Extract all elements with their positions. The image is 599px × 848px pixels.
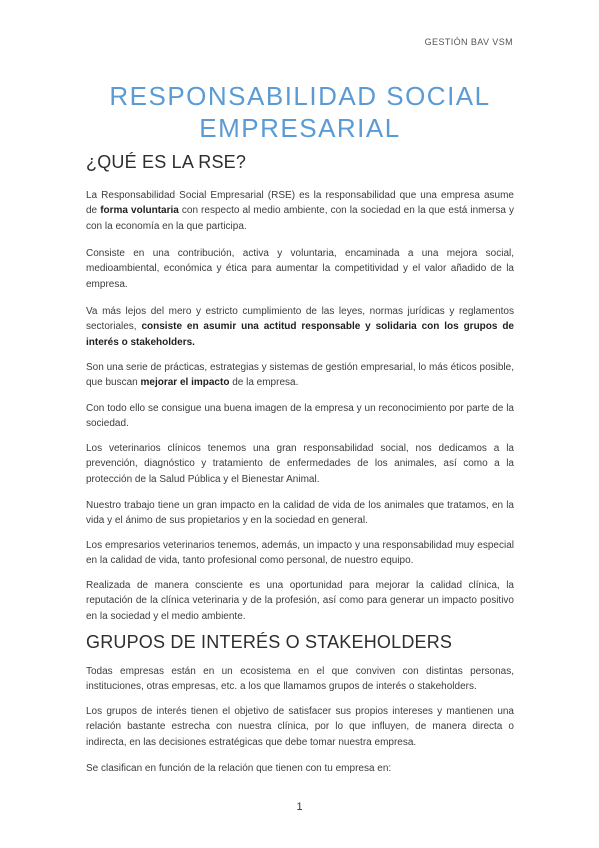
paragraph: Los grupos de interés tienen el objetivo de satisfacer sus propios intereses y mantienen una relación bastante estrecha con nuestra clínica, por lo que influyen, de manera directa o indirecta, en las decisiones estratégicas que debe tomar nuestra empresa. [86, 706, 514, 748]
paragraph: Se clasifican en función de la relación que tienen con tu empresa en: [86, 763, 392, 774]
paragraph: Los empresarios veterinarios tenemos, además, un impacto y una responsabilidad muy especial en la calidad de vida, tanto profesional como personal, de nuestro equipo. [86, 540, 514, 567]
paragraph-bold-text: consiste en asumir una actitud responsable y solidaria con los grupos de interés o stakeholders. [86, 321, 514, 348]
paragraph: Realizada de manera consciente es una oportunidad para mejorar la calidad clínica, la reputación de la clínica veterinaria y de la profesión, así como para generar un impacto positivo en la sociedad y el medio ambiente. [86, 580, 514, 622]
paragraph: Todas empresas están en un ecosistema en el que conviven con distintas personas, instituciones, otras empresas, etc. a los que llamamos grupos de interés o stakeholders. [86, 666, 514, 693]
paragraph: Nuestro trabajo tiene un gran impacto en la calidad de vida de los animales que tratamos, en la vida y el ánimo de sus propietarios y en la sociedad en general. [86, 500, 514, 527]
running-header: GESTIÓN BAV VSM [424, 37, 513, 47]
paragraph: Con todo ello se consigue una buena imagen de la empresa y un reconocimiento por parte de la sociedad. [86, 403, 514, 430]
paragraph-text: Son una serie de prácticas, estrategias y sistemas de gestión empresarial, lo más éticos posible, que buscan [86, 362, 514, 389]
title-line-1: RESPONSABILIDAD SOCIAL [109, 81, 491, 111]
paragraph [86, 304, 514, 350]
paragraph-bold-text: mejorar el impacto [140, 377, 230, 389]
paragraph-text: La Responsabilidad Social Empresarial (RSE) es la responsabilidad que una empresa asume de [86, 190, 514, 217]
paragraph-text: con respecto al medio ambiente, con la sociedad en la que está inmersa y con la economía en la que participa. [86, 205, 515, 232]
paragraph: Los veterinarios clínicos tenemos una gran responsabilidad social, nos dedicamos a la prevención, diagnóstico y tratamiento de enfermedades de los animales, así como a la protección de la Salud Pública y el Bienestar Animal. [86, 443, 514, 485]
section-heading-stakeholders: GRUPOS DE INTERÉS O STAKEHOLDERS [86, 632, 453, 652]
paragraph [86, 188, 514, 234]
paragraph: Consiste en una contribución, activa y voluntaria, encaminada a una mejora social, medioambiental, económica y ética para aumentar la competitividad y el valor añadido de la empresa. [86, 248, 514, 290]
paragraph [86, 360, 514, 391]
document-title [60, 80, 540, 144]
page-number: 1 [296, 801, 303, 813]
paragraph-text: Va más lejos del mero y estricto cumplimiento de las leyes, normas jurídicas y reglamentos sectoriales, [86, 306, 514, 333]
section-heading-rse: ¿QUÉ ES LA RSE? [86, 152, 247, 172]
paragraph-text: de la empresa. [229, 377, 299, 389]
paragraph-bold-text: forma voluntaria [100, 205, 179, 217]
title-line-2: EMPRESARIAL [199, 113, 401, 143]
